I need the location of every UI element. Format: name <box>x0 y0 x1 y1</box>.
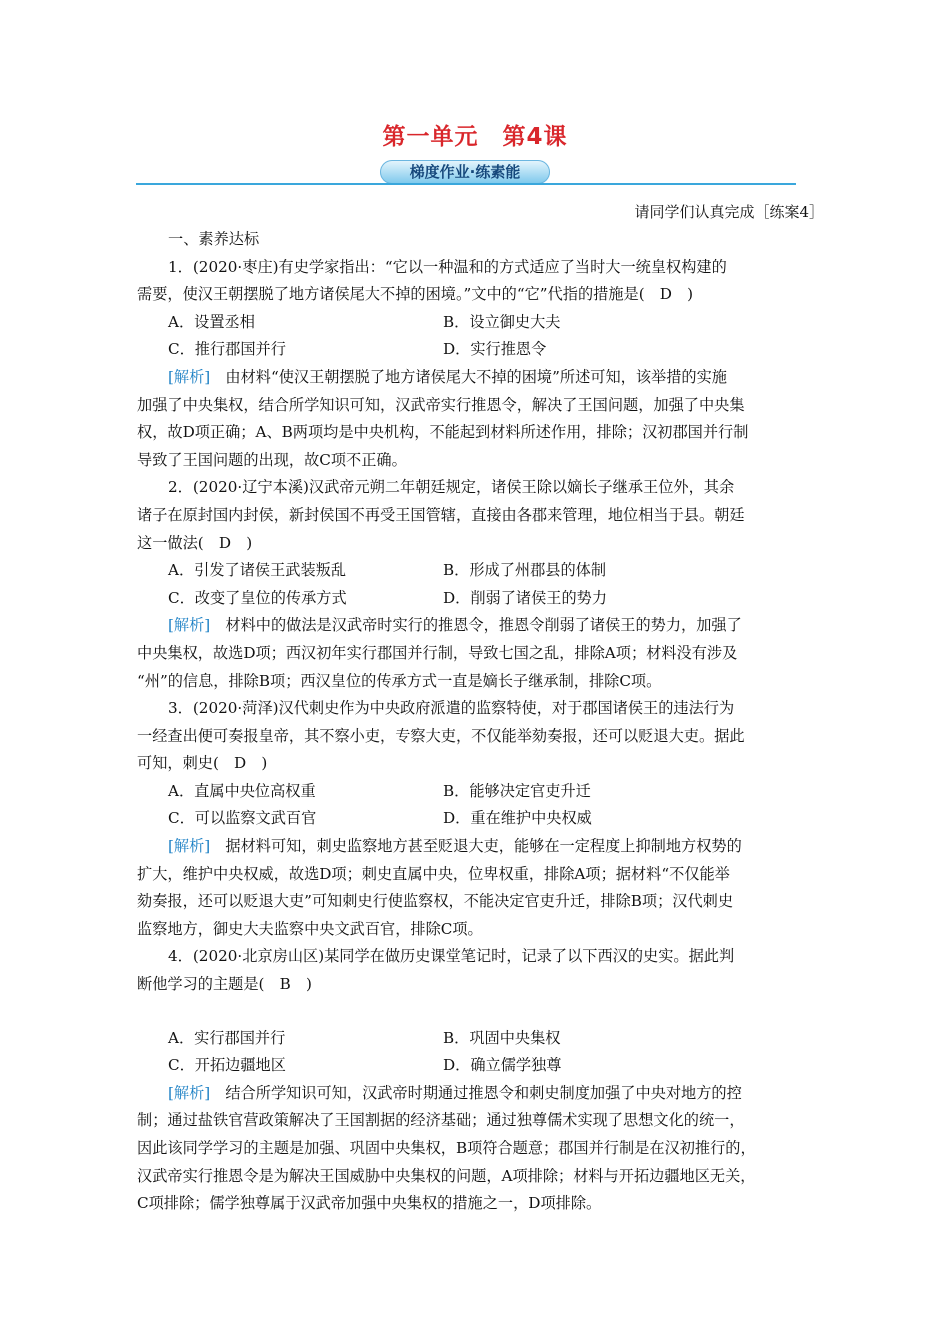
option-d: D．重在维护中央权威 <box>443 809 592 828</box>
question-1 <box>137 254 812 475</box>
option-d: D．实行推恩令 <box>443 340 547 359</box>
analysis-text: 材料中的做法是汉武帝时实行的推恩令，推恩令削弱了诸侯王的势力，加强了 <box>210 616 742 635</box>
analysis-line <box>137 612 812 640</box>
analysis-line: 导致了王国问题的出现，故C项不正确。 <box>137 450 407 469</box>
title-divider <box>136 183 796 185</box>
option-d: D．削弱了诸侯王的势力 <box>443 588 608 607</box>
analysis-line <box>137 833 812 861</box>
question-stem-line: 可知，刺史( D ) <box>137 754 268 773</box>
analysis-line: 监察地方，御史大夫监察中央文武百官，排除C项。 <box>137 919 483 938</box>
option-d: D．确立儒学独尊 <box>443 1056 562 1075</box>
option-c: C．可以监察文武百官 <box>168 809 317 828</box>
section-heading: 一、素养达标 <box>168 230 260 248</box>
question-3 <box>137 695 812 943</box>
analysis-line <box>137 1080 812 1108</box>
options-row <box>137 1052 812 1080</box>
option-c: C．改变了皇位的传承方式 <box>168 588 347 607</box>
analysis-tag: [解析] <box>168 1083 211 1102</box>
question-4 <box>137 943 812 1217</box>
document-body <box>137 226 812 1218</box>
analysis-line: 劾奏报，还可以贬退大吏”可知刺史行使监察权，不能决定官吏升迁，排除B项；汉代刺史 <box>137 892 734 911</box>
analysis-line: “州”的信息，排除B项；西汉皇位的传承方式一直是嫡长子继承制，排除C项。 <box>137 671 662 690</box>
option-b: B．设立御史大夫 <box>443 312 561 331</box>
question-stem-line: 诸子在原封国内封侯，新封侯国不再受王国管辖，直接由各郡来管理，地位相当于县。朝廷 <box>137 505 745 524</box>
question-stem-line: 断他学习的主题是( B ) <box>137 975 312 994</box>
analysis-line: 扩大，维护中央权威，故选D项；刺史直属中央，位卑权重，排除A项；据材料“不仅能举 <box>137 864 730 883</box>
analysis-line: 加强了中央集权，结合所学知识可知，汉武帝实行推恩令，解决了王国问题，加强了中央集 <box>137 395 745 414</box>
option-b: B．巩固中央集权 <box>443 1028 561 1047</box>
options-row <box>137 309 812 337</box>
options-row <box>137 805 812 833</box>
option-b: B．能够决定官吏升迁 <box>443 781 591 800</box>
question-stem-line: 4．(2020·北京房山区)某同学在做历史课堂笔记时，记录了以下西汉的史实。据此判 <box>168 947 735 966</box>
analysis-tag: [解析] <box>168 837 211 856</box>
question-stem-line: 3．(2020·菏泽)汉代刺史作为中央政府派遣的监察特使，对于郡国诸侯王的违法行为 <box>168 699 735 718</box>
analysis-line <box>137 364 812 392</box>
option-a: A．设置丞相 <box>168 312 255 331</box>
analysis-line: 因此该同学学习的主题是加强、巩固中央集权，B项符合题意；郡国并行制是在汉初推行的， <box>137 1139 756 1157</box>
analysis-line: 制；通过盐铁官营政策解决了王国割据的经济基础；通过独尊儒术实现了思想文化的统一， <box>137 1111 745 1130</box>
analysis-text: 结合所学知识可知，汉武帝时期通过推恩令和刺史制度加强了中央对地方的控 <box>210 1083 742 1102</box>
analysis-text: 由材料“使汉王朝摆脱了地方诸侯尾大不掉的困境”所述可知，该举措的实施 <box>210 367 727 386</box>
exercise-hint: 请同学们认真完成［练案4］ <box>634 203 824 221</box>
question-stem-line: 一经查出便可奏报皇帝，其不察小吏，专察大吏，不仅能举劾奏报，还可以贬退大吏。据此 <box>137 726 745 745</box>
options-row <box>137 778 812 806</box>
blank-space <box>137 999 812 1025</box>
section-badge: 梯度作业·练素能 <box>380 160 550 184</box>
analysis-text: 据材料可知，刺史监察地方甚至贬退大吏，能够在一定程度上抑制地方权势的 <box>210 837 742 856</box>
page-title: 第一单元 第4课 <box>382 124 568 150</box>
analysis-line: 中央集权，故选D项；西汉初年实行郡国并行制，导致七国之乱，排除A项；材料没有涉及 <box>137 643 738 662</box>
option-c: C．开拓边疆地区 <box>168 1056 286 1075</box>
analysis-tag: [解析] <box>168 616 211 635</box>
analysis-tag: [解析] <box>168 367 211 386</box>
options-row <box>137 585 812 613</box>
options-row <box>137 336 812 364</box>
question-stem-line: 这一做法( D ) <box>137 533 253 552</box>
options-row <box>137 1025 812 1053</box>
question-stem-line: 需要，使汉王朝摆脱了地方诸侯尾大不掉的困境。”文中的“它”代指的措施是( D ) <box>137 285 694 304</box>
question-stem-line: 2．(2020·辽宁本溪)汉武帝元朔二年朝廷规定，诸侯王除以嫡长子继承王位外，其余 <box>168 478 735 497</box>
analysis-line: C项排除；儒学独尊属于汉武帝加强中央集权的措施之一，D项排除。 <box>137 1194 602 1213</box>
question-2 <box>137 474 812 695</box>
question-stem-line: 1．(2020·枣庄)有史学家指出：“它以一种温和的方式适应了当时大一统皇权构建的 <box>168 257 727 276</box>
option-a: A．直属中央位高权重 <box>168 781 316 800</box>
option-a: A．实行郡国并行 <box>168 1028 286 1047</box>
options-row <box>137 557 812 585</box>
option-c: C．推行郡国并行 <box>168 340 286 359</box>
analysis-line: 汉武帝实行推恩令是为解决王国威胁中央集权的问题，A项排除；材料与开拓边疆地区无关， <box>137 1166 756 1185</box>
option-a: A．引发了诸侯王武装叛乱 <box>168 561 347 580</box>
analysis-line: 权，故D项正确；A、B两项均是中央机构，不能起到材料所述作用，排除；汉初郡国并行制 <box>137 423 749 442</box>
option-b: B．形成了州郡县的体制 <box>443 561 607 580</box>
